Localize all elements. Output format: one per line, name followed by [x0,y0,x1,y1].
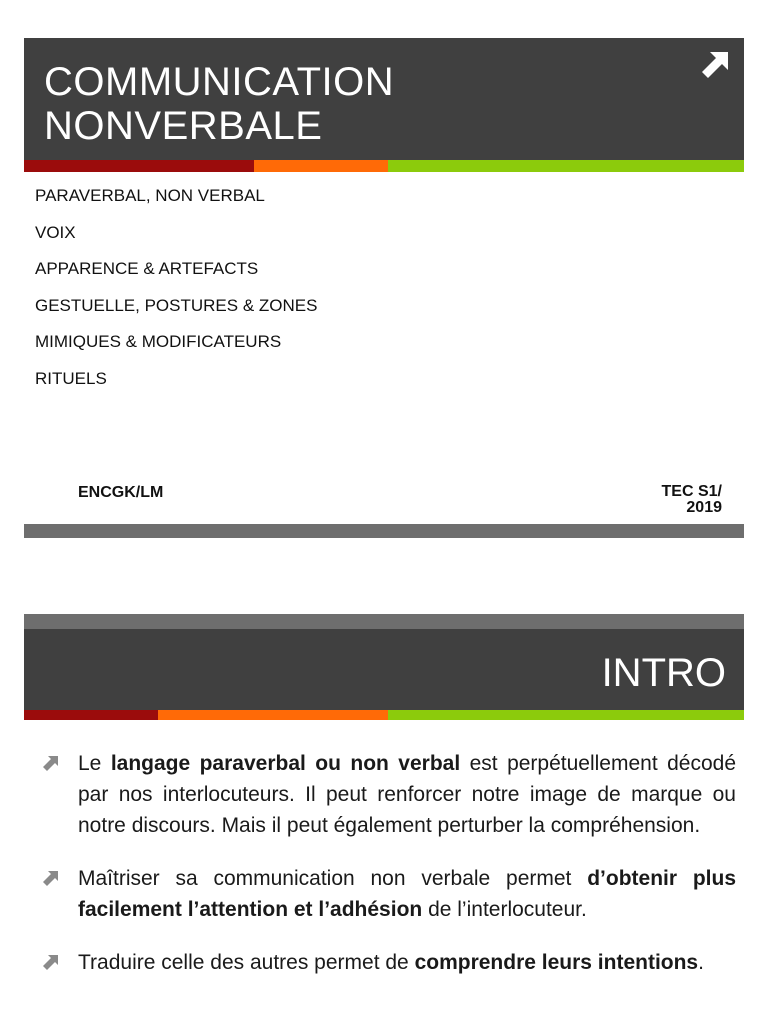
bullet-text: . [698,951,704,974]
topic-item: APPARENCE & ARTEFACTS [35,259,259,279]
bullet-emphasis: langage paraverbal ou non verbal [110,752,461,775]
bullet-emphasis: comprendre leurs intentions [414,951,699,974]
topic-item: MIMIQUES & MODIFICATEURS [35,332,282,352]
bullet-text: Le [78,752,111,775]
bullet-item [42,863,736,925]
footer-author: ENCGK/LM [78,484,164,501]
slide1-title-line1: COMMUNICATION [44,60,395,104]
slide2-accent-stripe [24,710,744,720]
stripe-orange [158,710,388,720]
slide1-title-line2: NONVERBALE [44,104,323,148]
diagonal-arrow-icon [698,48,732,82]
bullet-text: Traduire celle des autres permet de [78,951,415,974]
diagonal-arrow-icon [42,754,60,772]
topic-list [35,186,317,406]
footer-course [602,484,722,516]
slide1-title [44,60,394,148]
intro-bullet-list [42,748,736,1000]
bullet-text: est perpétuellement décodé par nos interlocuteurs. Il peut renforcer notre image de marque ou notre discours. Mais il peut également perturber la compréhension. [78,752,737,837]
stripe-orange [254,160,388,172]
diagonal-arrow-icon [42,869,60,887]
stripe-red [24,710,158,720]
slide1-header [24,38,744,160]
bullet-text: de l’interlocuteur. [422,898,587,921]
slide1-accent-stripe [24,160,744,172]
slide2-title: INTRO [601,651,726,695]
stripe-green [388,160,744,172]
topic-item: RITUELS [35,368,107,388]
bullet-emphasis: d’obtenir plus facilement l’attention et l’adhésion [78,867,737,921]
topic-item: VOIX [35,222,76,242]
slide2-top-bar [24,614,744,629]
stripe-green [388,710,744,720]
bullet-text: Maîtriser sa communication non verbale permet [78,867,588,890]
footer-course-line1: TEC S1/ [661,483,722,500]
slide2-header [24,629,744,710]
topic-item: GESTUELLE, POSTURES & ZONES [35,295,318,315]
bullet-item [42,748,736,841]
slide1-bottom-bar [24,524,744,538]
bullet-item [42,947,736,978]
footer-course-line2: 2019 [686,499,722,516]
stripe-red [24,160,254,172]
topic-item: PARAVERBAL, NON VERBAL [35,186,265,205]
diagonal-arrow-icon [42,953,60,971]
